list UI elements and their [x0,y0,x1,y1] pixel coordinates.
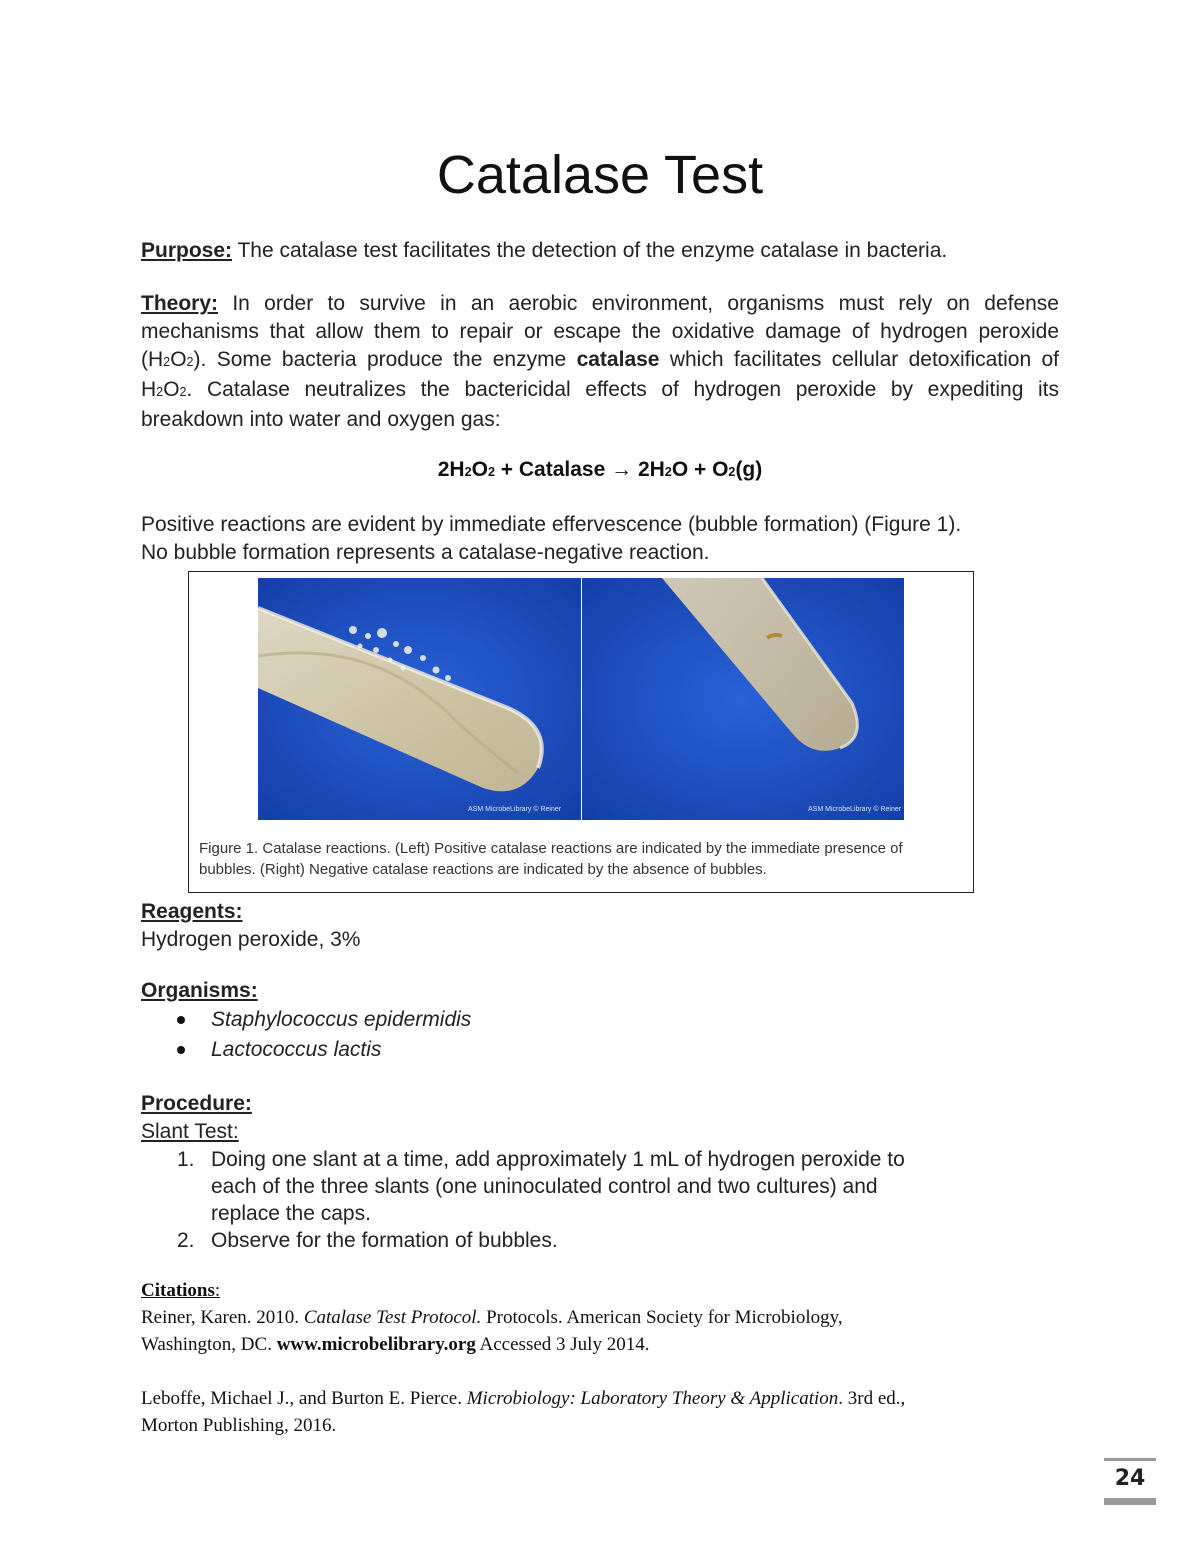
step-item [141,1227,1041,1254]
citations-section [141,1277,1081,1439]
text-line: No bubble formation represents a catalase-negative reaction. [141,541,710,564]
step-item [141,1146,1041,1227]
subscript: 2 [728,465,736,479]
subscript: 2 [664,465,672,479]
procedure-label: Procedure: [141,1092,252,1115]
eq-part: O + O [671,458,729,481]
organism-name: Staphylococcus epidermidis [211,1008,472,1031]
slant-test-label: Slant Test: [141,1120,239,1143]
page-number-rule-top [1104,1458,1156,1461]
subscript: 2 [179,385,187,399]
theory-text: . Catalase neutralizes the bactericidal effects of hydrogen peroxide by expediting its breakdown into water and oxygen gas: [141,378,1059,431]
negative-tube-image [582,578,904,820]
procedure-steps [141,1146,1041,1254]
organisms-label: Organisms: [141,979,258,1002]
citation-2 [141,1385,1081,1412]
eq-part: 2H [437,458,465,481]
organism-list [141,1005,1041,1065]
theory-paragraph [141,290,1059,434]
watermark-right: ASM MicrobeLibrary © Reiner [808,806,902,813]
citation-title: Microbiology: Laboratory Theory & Application [466,1388,839,1409]
citation-2-cont: Morton Publishing, 2016. [141,1415,337,1436]
list-item [141,1035,1041,1065]
citation-title: Catalase Test Protocol. [303,1307,482,1328]
purpose-text: The catalase test facilitates the detection of the enzyme catalase in bacteria. [232,239,948,262]
positive-reaction-photo [258,578,581,820]
figure-1 [188,571,974,893]
watermark-left: ASM MicrobeLibrary © Reiner [468,806,562,813]
citations-heading [141,1277,1081,1304]
step-number: 2. [177,1229,195,1252]
bullet-icon [177,1016,185,1024]
bullet-icon [177,1046,185,1054]
text-line: Positive reactions are evident by immediate effervescence (bubble formation) (Figure 1). [141,513,962,536]
subscript: 2 [464,465,472,479]
step-line: Observe for the formation of bubbles. [211,1229,558,1252]
step-line: Doing one slant at a time, add approximately 1 mL of hydrogen peroxide to [211,1148,905,1171]
step-line: each of the three slants (one uninoculated control and two cultures) and [211,1175,878,1198]
catalase-bold: catalase [576,348,660,371]
citation-text: Washington, DC. [141,1334,277,1355]
step-line: replace the caps. [211,1202,371,1225]
purpose-label: Purpose: [141,239,233,262]
page-number-rule-bottom [1104,1498,1156,1505]
citation-text: Leboffe, Michael J., and Burton E. Pierce. [141,1388,467,1409]
eq-part: (g) [735,458,763,481]
subscript: 2 [487,465,495,479]
page-title: Catalase Test [436,145,764,205]
reagents-section [141,898,1041,954]
page-number: 24 [1114,1466,1146,1491]
organisms-section [141,977,1041,1065]
theory-text: ). Some bacteria produce the enzyme [193,348,577,371]
organism-name: Lactococcus lactis [211,1038,382,1061]
reaction-equation [0,456,1200,486]
purpose-paragraph [141,237,1061,265]
subscript: 2 [186,355,194,369]
citations-colon: : [214,1280,221,1301]
subscript: 2 [163,355,171,369]
step-number: 1. [177,1148,195,1171]
negative-reaction-photo [582,578,904,820]
subscript: 2 [156,385,164,399]
list-item [141,1005,1041,1035]
theory-text: O [163,378,180,401]
procedure-section [141,1090,1041,1254]
citation-text: Accessed 3 July 2014. [475,1334,650,1355]
citation-url[interactable]: www.microbelibrary.org [276,1334,476,1355]
theory-text: which facilitates cellular detoxification of H [141,348,1060,401]
eq-part: + Catalase → 2H [494,458,665,481]
citation-1-cont [141,1331,1081,1358]
citation-text: . 3rd ed., [838,1388,906,1409]
theory-label: Theory: [141,292,219,315]
reagents-text: Hydrogen peroxide, 3% [141,928,361,951]
citation-text: Reiner, Karen. 2010. [141,1307,304,1328]
citations-label: Citations [141,1280,215,1301]
positive-reactions-text [141,511,1071,567]
eq-part: O [471,458,488,481]
citation-1 [141,1304,1081,1331]
theory-text: O [170,348,187,371]
theory-text: In order to survive in an aerobic environment, organisms must rely on defense mechanisms that allow them to repair or escape the oxidative damage of hydrogen peroxide (H [141,292,1059,371]
figure-caption: Figure 1. Catalase reactions. (Left) Positive catalase reactions are indicated by the immediate presence of bubbles. (Right) Negative catalase reactions are indicated by the absence of bubbles. [199,840,903,878]
citation-text: Protocols. American Society for Microbiology, [481,1307,843,1328]
reagents-label: Reagents: [141,900,243,923]
positive-tube-image [258,578,581,820]
